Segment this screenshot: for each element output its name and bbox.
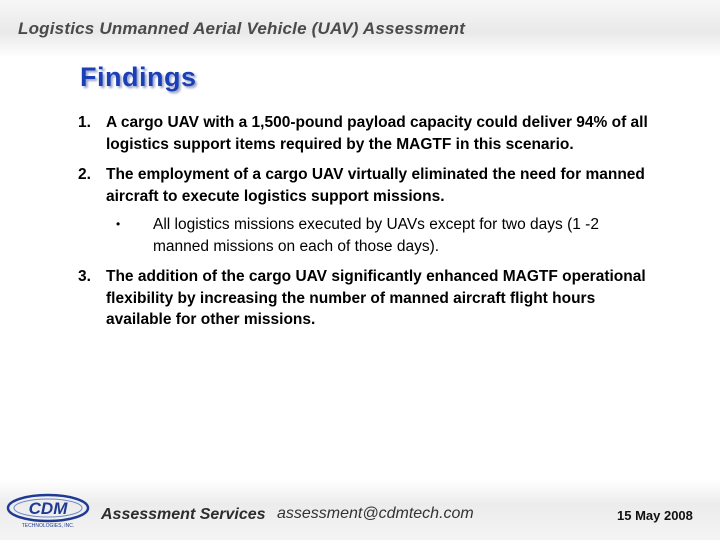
finding-text: The addition of the cargo UAV significantly enhanced MAGTF operational flexibility by increasing the number of manned aircraft flight hours available for other missions. bbox=[106, 268, 646, 328]
subpoint-text: All logistics missions executed by UAVs except for two days (1 -2 manned missions on each of those days). bbox=[153, 216, 599, 255]
presentation-date: 15 May 2008 bbox=[617, 508, 693, 523]
finding-1 bbox=[78, 112, 658, 155]
logo-subtext: TECHNOLOGIES, INC. bbox=[21, 523, 75, 529]
finding-2 bbox=[78, 164, 658, 257]
finding-number: 2. bbox=[78, 166, 91, 183]
slide-heading: Findings bbox=[80, 62, 197, 92]
presentation-title: Logistics Unmanned Aerial Vehicle (UAV) Assessment bbox=[18, 19, 466, 38]
finding-text: A cargo UAV with a 1,500-pound payload capacity could deliver 94% of all logistics support items required by the MAGTF in this scenario. bbox=[106, 114, 648, 153]
logo-text: CDM bbox=[28, 499, 68, 518]
finding-text: The employment of a cargo UAV virtually eliminated the need for manned aircraft to execute logistics support missions. bbox=[106, 166, 645, 205]
finding-number: 3. bbox=[78, 268, 91, 285]
finding-3 bbox=[78, 266, 658, 331]
cdm-logo bbox=[6, 492, 90, 530]
bullet-icon: • bbox=[116, 217, 121, 231]
assessment-services-label: Assessment Services bbox=[101, 506, 266, 523]
finding-2-subpoint bbox=[116, 214, 658, 257]
contact-email: assessment@cdmtech.com bbox=[277, 505, 474, 522]
findings-list bbox=[78, 112, 658, 331]
finding-number: 1. bbox=[78, 114, 91, 131]
